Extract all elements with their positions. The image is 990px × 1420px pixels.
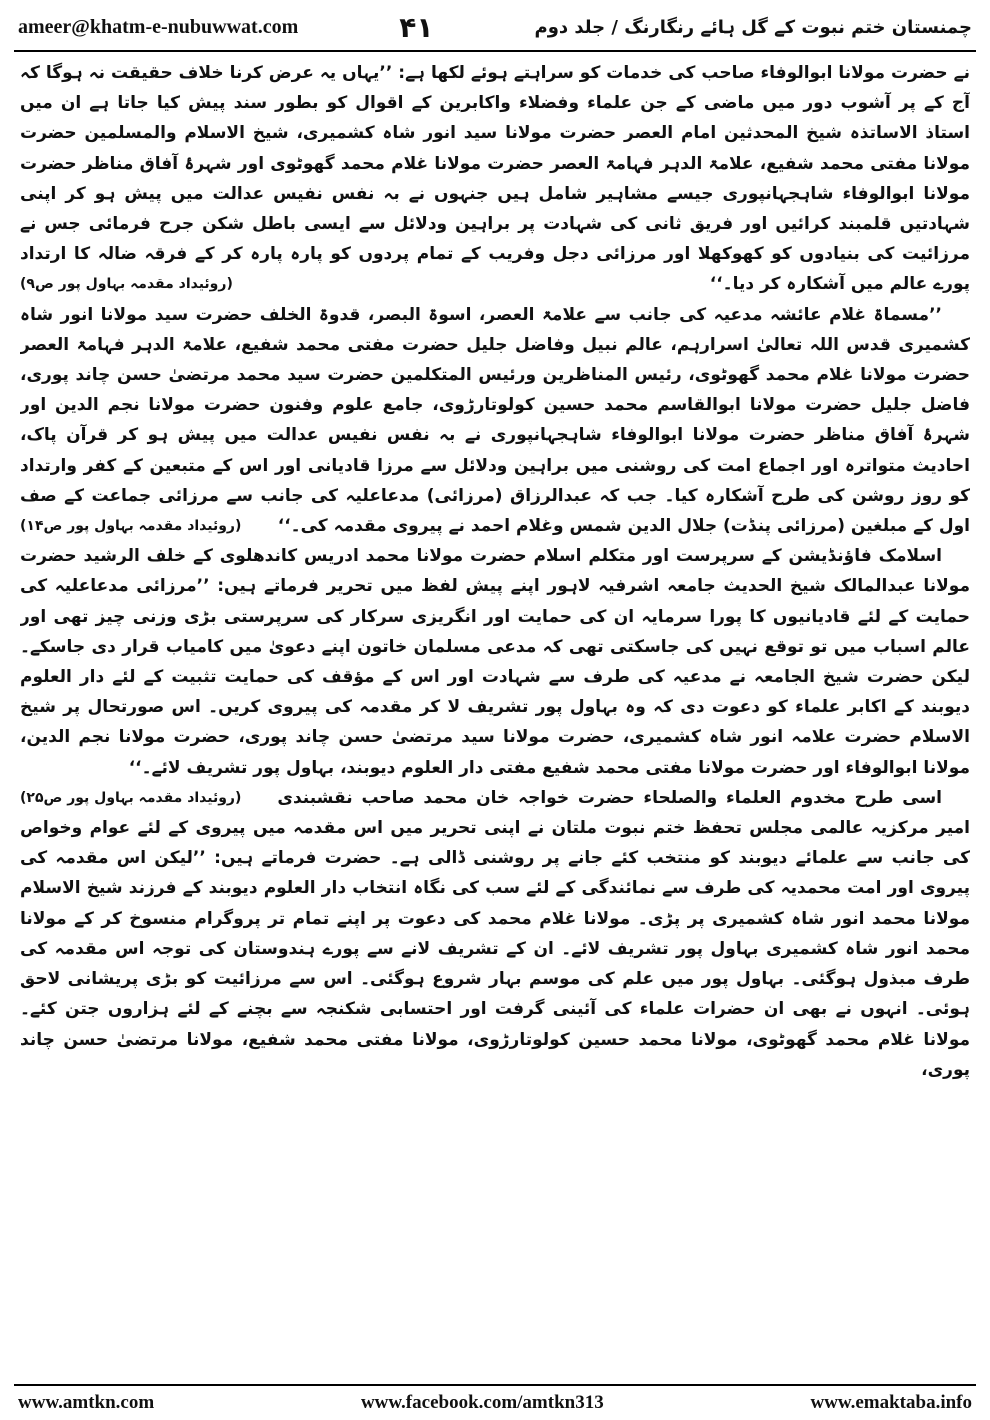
paragraph-4-text: اسی طرح مخدوم العلماء والصلحاء حضرت خواجہ خان محمد صاحب نقشبندی امیر مرکزیہ عالمی مجلس تحفظ ختم نبوت ملتان نے اپنی تحریر میں اس مقدمہ میں پیروی کے لئے عوام وخواص کی جانب سے علمائے دیوبند کو منتخب کئے جانے پر روشنی ڈالی ہے۔ حضرت فرماتے ہیں: ’’لیکن اس مقدمہ کی پیروی اور امت محمدیہ کی طرف سے نمائندگی کے لئے سب کی نگاہ انتخاب دار العلوم دیوبند کے فرزند شیخ الاسلام مولانا محمد انور شاہ کشمیری پر پڑی۔ مولانا غلام محمد کی دعوت پر اپنے تمام تر پروگرام منسوخ کر کے مولانا محمد انور شاہ کشمیری بہاول پور تشریف لائے۔ ان کے تشریف لانے سے پورے ہندوستان کی توجہ اس مقدمہ کی طرف مبذول ہوگئی۔ بہاول پور میں علم کی موسم بہار شروع ہوگئی۔ اس سے مرزائیت کو بڑی پریشانی لاحق ہوئی۔ انہوں نے بھی ان حضرات علماء کی آئینی گرفت اور احتسابی شکنجہ سے بچنے کے لئے ہزاروں جتن کئے۔ مولانا غلام محمد گھوٹوی، مولانا محمد حسین کولوتارڑوی، مولانا مفتی محمد شفیع، مولانا مرتضیٰ حسن چاند پوری، (20, 787, 970, 1080)
footer-link-amtkn[interactable]: www.amtkn.com (18, 1392, 155, 1413)
paragraph-3 (20, 541, 970, 806)
header-divider (14, 50, 976, 52)
page-header (18, 10, 972, 44)
page-footer (18, 1390, 972, 1416)
paragraph-1 (20, 58, 970, 300)
paragraph-1-text: نے حضرت مولانا ابوالوفاء صاحب کی خدمات کو سراہتے ہوئے لکھا ہے: ’’یہاں یہ عرض کرنا خلاف حقیقت نہ ہوگا کہ آج کے پر آشوب دور میں ماضی کے جن علماء وفضلاء واکابرین کے اقوال کو بطور سند پیش کیا جاتا ہے ان میں استاذ الاساتذہ شیخ المحدثین امام العصر حضرت مولانا سید انور شاہ کشمیری، شیخ الاسلام والمسلمین حضرت مولانا مفتی محمد شفیع، علامۃ الدہر فہامۃ العصر حضرت مولانا غلام محمد گھوٹوی اور شہرۂ آفاق مناظر حضرت مولانا ابوالوفاء شاہجہانپوری جیسے مشاہیر شامل ہیں جنہوں نے بہ نفس نفیس عدالت میں پیش ہو کر اپنی شہادتیں قلمبند کرائیں اور فریق ثانی کی شہادت پر براہین ودلائل سے ایسی باطل شکن جرح فرمائی جس نے مرزائیت کی بنیادوں کو کھوکھلا اور مرزائی دجل وفریب کے تمام پردوں کو پارہ پارہ کر کے فرقہ ضالہ کا ارتداد پورے عالم میں آشکارہ کر دیا۔‘‘ (20, 63, 970, 295)
paragraph-4 (20, 783, 970, 1085)
reference-3: (روئیداد مقدمہ بہاول پور ص۲۵) (20, 789, 242, 806)
book-title: چمنستان ختم نبوت کے گل ہائے رنگارنگ / جلد دوم (534, 16, 972, 38)
paragraph-3-text: اسلامک فاؤنڈیشن کے سرپرست اور متکلم اسلام حضرت مولانا محمد ادریس کاندھلوی کے خلف الرشید حضرت مولانا عبدالمالک شیخ الحدیث جامعہ اشرفیہ لاہور اپنے پیش لفظ میں تحریر فرماتے ہیں: ’’مرزائی مدعاعلیہ کی حمایت کے لئے قادیانیوں کا پورا سرمایہ ان کی حمایت اور انگریزی سرکار کی سرپرستی بڑی وزنی چیز تھی اور عالم اسباب میں تو توقع نہیں کی جاسکتی تھی کہ مدعی مسلمان خاتون اپنے دعویٰ میں کامیاب قرار دی جاسکے۔ لیکن حضرت شیخ الجامعہ نے مدعیہ کی طرف سے شہادت اور اس کے مؤقف کی حمایت تثبیت کے لئے دار العلوم دیوبند کے اکابر علماء کو دعوت دی کہ وہ بہاول پور تشریف لا کر مقدمہ کی پیروی کریں۔ اس صورتحال پر شیخ الاسلام حضرت علامہ انور شاہ کشمیری، حضرت مولانا سید مرتضیٰ حسن چاند پوری، حضرت مولانا نجم الدین، مولانا ابوالوفاء اور حضرت مولانا مفتی محمد شفیع مفتی دار العلوم دیوبند، بہاول پور تشریف لائے۔‘‘ (20, 546, 970, 778)
footer-link-emaktaba[interactable]: www.emaktaba.info (810, 1392, 972, 1413)
page-body (20, 58, 970, 1378)
reference-1: (روئیداد مقدمہ بہاول پور ص۹) (20, 276, 233, 293)
page-number: ۴۱ (399, 10, 434, 44)
footer-link-facebook[interactable]: www.facebook.com/amtkn313 (360, 1392, 604, 1413)
reference-2: (روئیداد مقدمہ بہاول پور ص۱۴) (20, 518, 242, 535)
header-email: ameer@khatm-e-nubuwwat.com (18, 15, 299, 38)
footer-divider (14, 1384, 976, 1386)
paragraph-2 (20, 300, 970, 542)
paragraph-2-text: ’’مسماۃ غلام عائشہ مدعیہ کی جانب سے علامۃ العصر، اسوۃ البصر، قدوۃ الخلف حضرت سید مولانا انور شاہ کشمیری قدس اللہ تعالیٰ اسرارہم، عالم نبیل وفاضل جلیل حضرت مفتی محمد شفیع، علامۃ الدہر فہامۃ العصر حضرت مولانا غلام محمد گھوٹوی، رئیس المناظرین ورئیس المتکلمین حضرت سید محمد مرتضیٰ حسن چاند پوری، فاضل جلیل حضرت مولانا ابوالقاسم محمد حسین کولوتارڑوی، جامع علوم وفنون حضرت مولانا نجم الدین اور شہرۂ آفاق مناظر حضرت مولانا ابوالوفاء شاہجہانپوری نے بہ نفس نفیس عدالت میں پیش ہو کر قرآن پاک، احادیث متواترہ اور اجماع امت کی روشنی میں براہین ودلائل سے مرزا قادیانی اور اس کے متبعین کے کفر وارتداد کو روز روشن کی طرح آشکارہ کیا۔ جب کہ عبدالرزاق (مرزائی) مدعاعلیہ کی جانب سے مرزائی جماعت کے صف اول کے مبلغین (مرزائی پنڈت) جلال الدین شمس وغلام احمد نے پیروی مقدمہ کی۔‘‘ (20, 304, 970, 537)
